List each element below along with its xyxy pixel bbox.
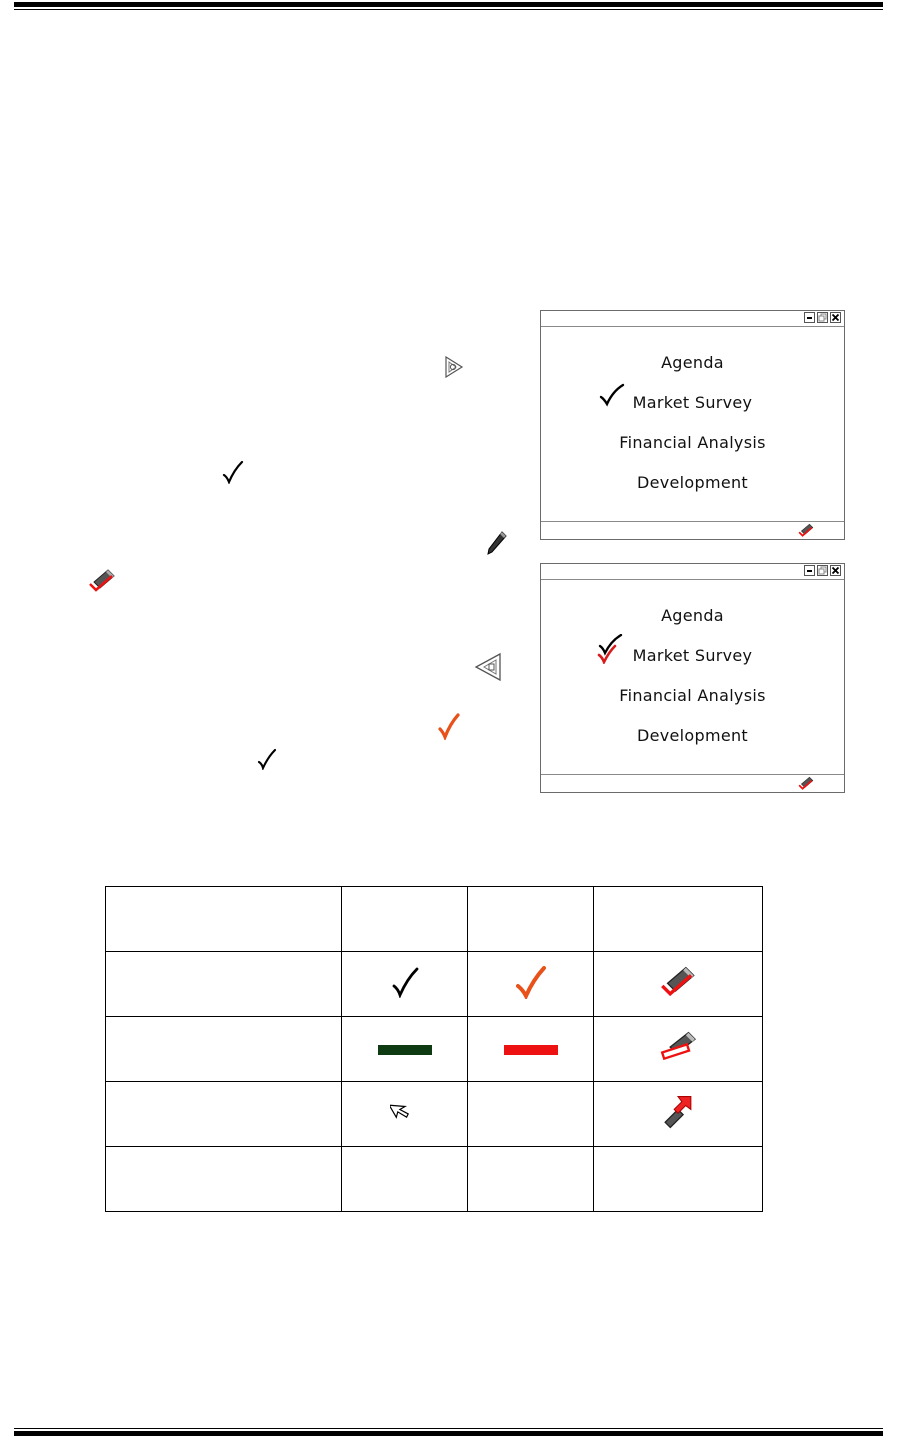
window-titlebar — [541, 311, 844, 327]
orange-check-icon — [437, 712, 461, 744]
table-cell — [342, 952, 468, 1017]
pen-check-icon — [88, 568, 116, 598]
orange-check-icon — [514, 965, 548, 999]
pen-arrow-icon — [660, 1094, 696, 1130]
black-check-icon — [390, 966, 420, 998]
table-cell — [594, 1017, 763, 1082]
presentation-window-top — [540, 310, 845, 540]
table-cell — [106, 1017, 342, 1082]
table-row — [106, 887, 763, 952]
restore-button[interactable] — [817, 565, 828, 576]
table-cell — [468, 887, 594, 952]
previous-page-icon — [474, 652, 502, 686]
list-item-agenda: Agenda — [661, 353, 724, 372]
list-item-financial-analysis: Financial Analysis — [619, 433, 766, 452]
table-cell — [468, 1017, 594, 1082]
table-cell — [106, 952, 342, 1017]
arrow-cursor-icon — [390, 1098, 420, 1126]
black-check-icon — [257, 748, 277, 774]
restore-button[interactable] — [817, 312, 828, 323]
table-cell — [342, 1082, 468, 1147]
minimize-button[interactable] — [804, 312, 815, 323]
list-item-financial-analysis: Financial Analysis — [619, 686, 766, 705]
list-item-development: Development — [636, 473, 748, 492]
table-cell — [106, 1147, 342, 1212]
table-cell — [342, 1017, 468, 1082]
table-cell — [468, 1082, 594, 1147]
table-cell — [594, 952, 763, 1017]
table-cell — [106, 1082, 342, 1147]
black-check-icon — [222, 460, 244, 488]
close-button[interactable] — [830, 565, 841, 576]
bottom-rule-thin — [14, 1428, 883, 1429]
table-cell — [468, 952, 594, 1017]
minimize-button[interactable] — [804, 565, 815, 576]
pen-check-icon — [659, 965, 697, 999]
icon-table — [105, 886, 763, 1212]
next-page-icon — [444, 356, 464, 382]
top-rule-thin — [14, 9, 883, 10]
bottom-rule-thick — [14, 1431, 883, 1436]
window-statusbar — [541, 774, 844, 792]
table-cell — [594, 1147, 763, 1212]
list-item-market-survey: Market Survey — [632, 393, 753, 412]
table-row — [106, 952, 763, 1017]
pen-icon — [484, 530, 508, 560]
table-row — [106, 1147, 763, 1212]
table-cell — [594, 1082, 763, 1147]
table-row — [106, 1082, 763, 1147]
list-item-development: Development — [636, 726, 748, 745]
table-cell — [342, 1147, 468, 1212]
list-item-market-survey: Market Survey — [632, 646, 753, 665]
table-cell — [106, 887, 342, 952]
window-statusbar — [541, 521, 844, 539]
pen-check-icon[interactable] — [798, 523, 814, 542]
table-cell — [342, 887, 468, 952]
table-cell — [594, 887, 763, 952]
top-rule-thick — [14, 2, 883, 7]
table-cell — [468, 1147, 594, 1212]
list-item-agenda: Agenda — [661, 606, 724, 625]
window-titlebar — [541, 564, 844, 580]
pen-check-icon[interactable] — [798, 776, 814, 795]
red-bar — [504, 1045, 558, 1055]
pen-line-icon — [659, 1030, 697, 1064]
green-bar — [378, 1045, 432, 1055]
close-button[interactable] — [830, 312, 841, 323]
table-row — [106, 1017, 763, 1082]
presentation-window-bottom — [540, 563, 845, 793]
